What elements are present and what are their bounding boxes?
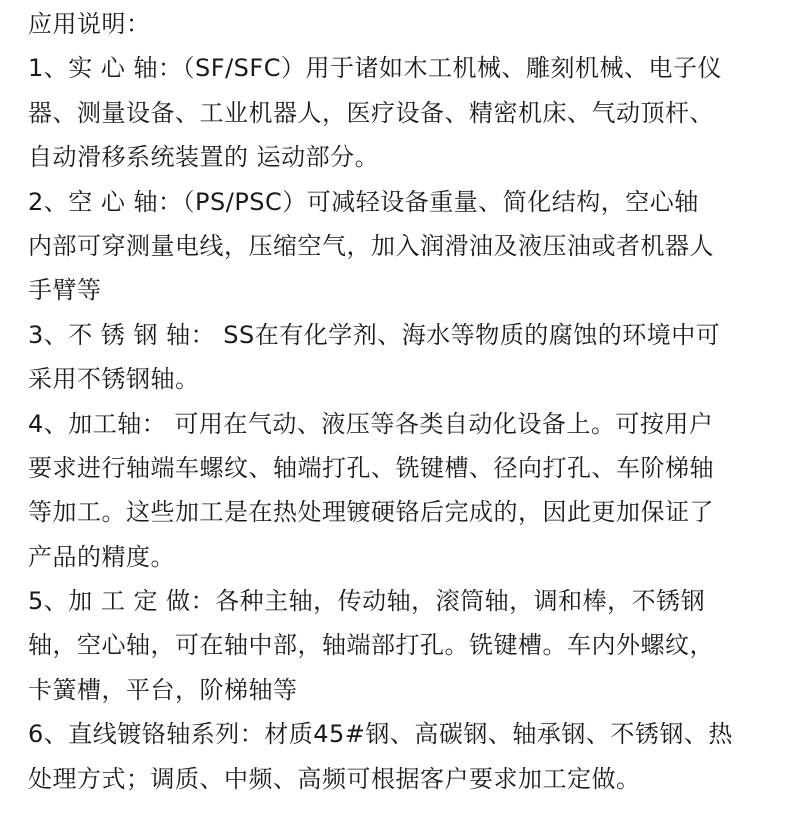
doc-line: 3、不 锈 钢 轴： SS在有化学剂、海水等物质的腐蚀的环境中可 xyxy=(28,320,721,349)
doc-line: 手臂等 xyxy=(28,276,102,305)
doc-line: 轴，空心轴，可在轴中部，轴端部打孔。铣键槽。车内外螺纹， xyxy=(28,631,714,660)
doc-line: 5、加 工 定 做：各种主轴，传动轴，滚筒轴，调和棒，不锈钢 xyxy=(28,587,706,616)
doc-line: 4、加工轴： 可用在气动、液压等各类自动化设备上。可按用户 xyxy=(28,409,714,438)
doc-line: 内部可穿测量电线，压缩空气，加入润滑油及液压油或者机器人 xyxy=(28,231,714,260)
doc-line: 等加工。这些加工是在热处理镀硬铬后完成的，因此更加保证了 xyxy=(28,498,714,527)
doc-line: 处理方式；调质、中频、高频可根据客户要求加工定做。 xyxy=(28,764,641,793)
doc-line: 产品的精度。 xyxy=(28,542,175,571)
doc-line: 6、直线镀铬轴系列：材质45#钢、高碳钢、轴承钢、不锈钢、热 xyxy=(28,720,733,749)
doc-heading: 应用说明： xyxy=(28,10,151,38)
doc-line: 2、空 心 轴：（PS/PSC）可减轻设备重量、简化结构，空心轴 xyxy=(28,187,699,216)
doc-line: 卡簧槽，平台，阶梯轴等 xyxy=(28,675,298,704)
doc-line: 器、测量设备、工业机器人，医疗设备、精密机床、气动顶杆、 xyxy=(28,98,714,127)
usage-notes-document xyxy=(28,2,783,801)
doc-line: 自动滑移系统装置的 运动部分。 xyxy=(28,143,380,172)
doc-line: 采用不锈钢轴。 xyxy=(28,365,200,394)
doc-line: 要求进行轴端车螺纹、轴端打孔、铣键槽、径向打孔、车阶梯轴 xyxy=(28,453,714,482)
doc-line: 1、实 心 轴：（SF/SFC）用于诸如木工机械、雕刻机械、电子仪 xyxy=(28,54,722,83)
